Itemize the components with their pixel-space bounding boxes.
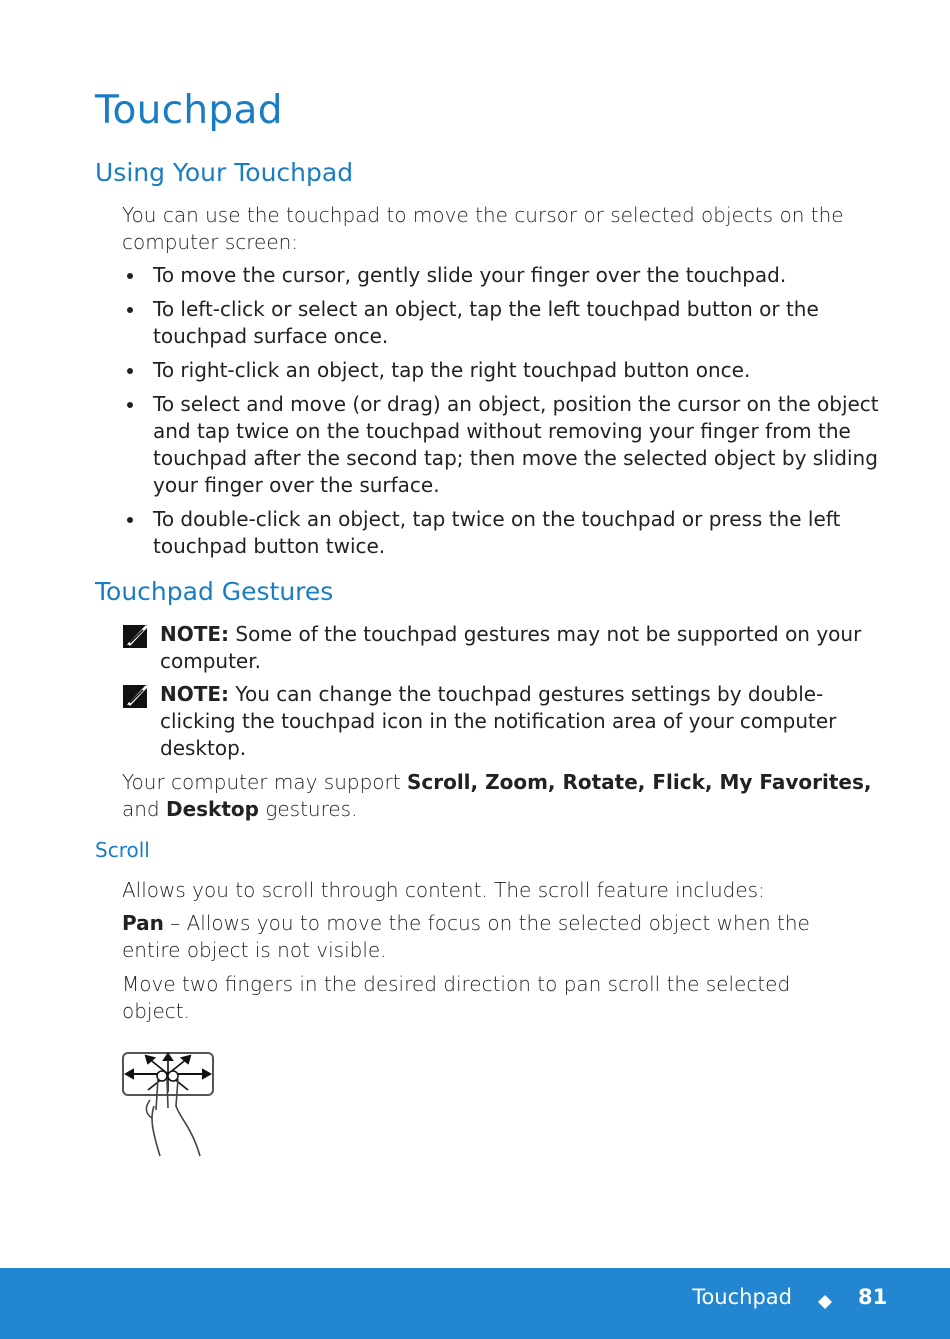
bullet-icon [127, 307, 133, 313]
list-item [122, 391, 882, 499]
using-intro: You can use the touchpad to move the cursor or selected objects on the computer screen: [122, 203, 844, 254]
note-block [122, 621, 892, 675]
list-item [122, 506, 882, 560]
bullet-icon [127, 517, 133, 523]
list-item [122, 262, 882, 289]
list-item-text: To select and move (or drag) an object, position the cursor on the object and tap twice on the touchpad without removing your finger from the touchpad after the second tap; then move the selected object by sliding your finger over the surface. [153, 392, 879, 497]
note-label: NOTE: [160, 622, 230, 646]
bullet-icon [127, 368, 133, 374]
list-item [122, 357, 882, 384]
note-text: Some of the touchpad gestures may not be supported on your computer. [160, 622, 862, 673]
pan-label: Pan [122, 911, 164, 935]
usage-bullet-list [122, 262, 882, 567]
footer-section-label: Touchpad [692, 1285, 792, 1309]
list-item [122, 296, 882, 350]
support-desktop: Desktop [165, 797, 259, 821]
support-and: and [122, 797, 166, 821]
note-block [122, 681, 892, 762]
list-item-text: To double-click an object, tap twice on the touchpad or press the left touchpad button twice. [153, 507, 841, 558]
two-finger-pan-gesture-icon [118, 1048, 218, 1160]
list-item-text: To left-click or select an object, tap the left touchpad button or the touchpad surface once. [153, 297, 819, 348]
note-text: You can change the touchpad gestures settings by double-clicking the touchpad icon in the notification area of your computer desktop. [160, 682, 837, 760]
support-gesture-list: Scroll, Zoom, Rotate, Flick, My Favorites, [406, 770, 872, 794]
scroll-intro: Allows you to scroll through content. The scroll feature includes: [122, 878, 765, 902]
list-item-text: To right-click an object, tap the right touchpad button once. [153, 358, 751, 382]
note-label: NOTE: [160, 682, 230, 706]
page-number: 81 [858, 1285, 888, 1309]
note-pencil-icon [122, 623, 150, 649]
support-prefix: Your computer may support [122, 770, 407, 794]
page-footer [0, 1268, 950, 1339]
note-pencil-icon [122, 683, 150, 709]
section-heading-using-touchpad: Using Your Touchpad [95, 158, 354, 187]
pan-description [122, 910, 862, 964]
diamond-icon [818, 1295, 832, 1309]
pan-instruction: Move two fingers in the desired direction to pan scroll the selected object. [122, 972, 791, 1023]
section-heading-touchpad-gestures: Touchpad Gestures [95, 577, 334, 606]
subsection-heading-scroll: Scroll [95, 838, 150, 862]
bullet-icon [127, 402, 133, 408]
supported-gestures-text [122, 769, 892, 823]
support-suffix: gestures. [258, 797, 358, 821]
page-title: Touchpad [95, 88, 283, 133]
bullet-icon [127, 273, 133, 279]
list-item-text: To move the cursor, gently slide your finger over the touchpad. [153, 263, 787, 287]
pan-text: – Allows you to move the focus on the selected object when the entire object is not visible. [122, 911, 810, 962]
